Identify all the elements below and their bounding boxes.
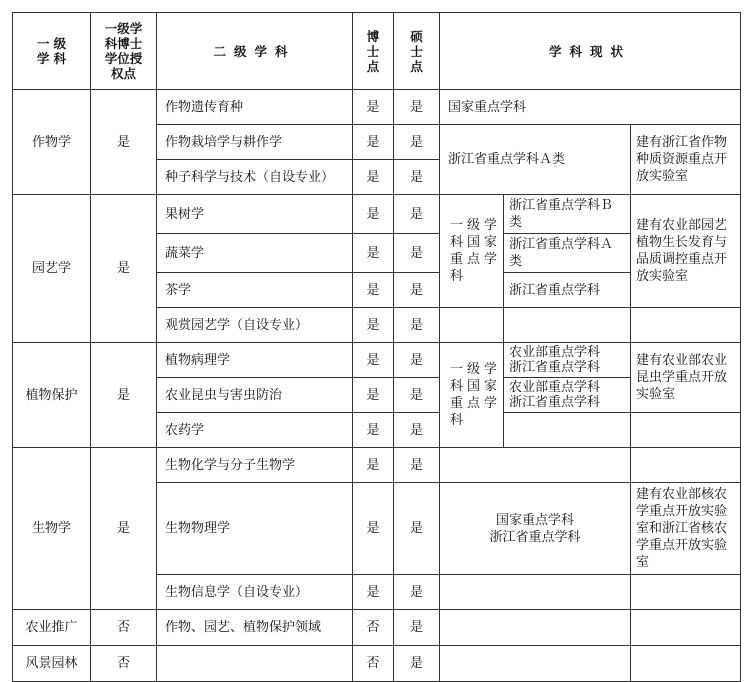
sub-discipline: 蔬菜学 [157, 234, 353, 273]
empty-cell [440, 646, 631, 682]
header-phd: 博 士 点 [353, 13, 394, 90]
master-flag: 是 [394, 160, 440, 195]
table-row [13, 448, 741, 483]
doctoral-auth: 否 [91, 610, 157, 646]
phd-flag: 是 [353, 378, 394, 413]
phd-flag: 是 [353, 195, 394, 234]
master-flag: 是 [394, 125, 440, 160]
header-master: 硕 士 点 [394, 13, 440, 90]
sub-discipline: 生物物理学 [157, 483, 353, 575]
master-flag: 是 [394, 90, 440, 125]
phd-flag: 是 [353, 483, 394, 575]
phd-flag: 是 [353, 125, 394, 160]
master-flag: 是 [394, 308, 440, 343]
sub-discipline: 作物栽培学与耕作学 [157, 125, 353, 160]
status-provincial: 浙江省重点学科Ａ类 [504, 234, 631, 273]
empty-cell [504, 413, 631, 448]
empty-cell [631, 448, 741, 483]
phd-flag: 是 [353, 90, 394, 125]
sub-discipline: 作物、园艺、植物保护领域 [157, 610, 353, 646]
master-flag: 是 [394, 273, 440, 308]
sub-discipline: 农药学 [157, 413, 353, 448]
empty-cell [631, 308, 741, 343]
master-flag: 是 [394, 448, 440, 483]
discipline-table [12, 12, 741, 682]
empty-cell [631, 575, 741, 610]
sub-discipline [157, 646, 353, 682]
empty-cell [440, 575, 631, 610]
discipline-name: 风景园林 [13, 646, 91, 682]
master-flag: 是 [394, 646, 440, 682]
status-provincial: 农业部重点学科 浙江省重点学科 [504, 343, 631, 378]
phd-flag: 否 [353, 610, 394, 646]
header-status: 学科现状 [440, 13, 741, 90]
lab-info: 建有农业部园艺植物生长发育与品质调控重点开放实验室 [631, 195, 741, 308]
master-flag: 是 [394, 234, 440, 273]
status-national: 一级学科国家重点学科 [440, 195, 504, 308]
empty-cell [440, 308, 504, 343]
table-row [13, 90, 741, 125]
master-flag: 是 [394, 195, 440, 234]
discipline-name: 作物学 [13, 90, 91, 195]
phd-flag: 是 [353, 343, 394, 378]
sub-discipline: 植物病理学 [157, 343, 353, 378]
header-doctoral-auth: 一级学 科博士 学位授 权点 [91, 13, 157, 90]
phd-flag: 是 [353, 448, 394, 483]
header-second-level: 二级学科 [157, 13, 353, 90]
status-provincial: 农业部重点学科 浙江省重点学科 [504, 378, 631, 413]
discipline-name: 园艺学 [13, 195, 91, 343]
lab-info: 建有农业部核农学重点开放实验室和浙江省核农学重点开放实验室 [631, 483, 741, 575]
table-row [13, 610, 741, 646]
sub-discipline: 作物遗传育种 [157, 90, 353, 125]
empty-cell [440, 448, 631, 483]
header-first-level: 一 级 学 科 [13, 13, 91, 90]
phd-flag: 是 [353, 234, 394, 273]
status-national: 国家重点学科 [440, 90, 741, 125]
empty-cell [440, 610, 631, 646]
doctoral-auth: 是 [91, 343, 157, 448]
phd-flag: 是 [353, 160, 394, 195]
header-row [13, 13, 741, 90]
discipline-name: 植物保护 [13, 343, 91, 448]
sub-discipline: 生物化学与分子生物学 [157, 448, 353, 483]
sub-discipline: 果树学 [157, 195, 353, 234]
master-flag: 是 [394, 575, 440, 610]
phd-flag: 是 [353, 413, 394, 448]
phd-flag: 是 [353, 273, 394, 308]
empty-cell [504, 308, 631, 343]
master-flag: 是 [394, 610, 440, 646]
sub-discipline: 茶学 [157, 273, 353, 308]
status-provincial: 浙江省重点学科Ａ类 [440, 125, 631, 195]
sub-discipline: 观赏园艺学（自设专业） [157, 308, 353, 343]
empty-cell [631, 646, 741, 682]
table-row [13, 343, 741, 378]
phd-flag: 是 [353, 575, 394, 610]
master-flag: 是 [394, 413, 440, 448]
table-row [13, 646, 741, 682]
status-provincial: 浙江省重点学科Ｂ类 [504, 195, 631, 234]
status-national: 一级学科国家重点学科 [440, 343, 504, 448]
lab-info: 建有农业部农业昆虫学重点开放实验室 [631, 343, 741, 413]
lab-info: 建有浙江省作物种质资源重点开放实验室 [631, 125, 741, 195]
doctoral-auth: 是 [91, 195, 157, 343]
status-provincial: 浙江省重点学科 [504, 273, 631, 308]
table-row [13, 195, 741, 234]
master-flag: 是 [394, 343, 440, 378]
sub-discipline: 生物信息学（自设专业） [157, 575, 353, 610]
discipline-name: 农业推广 [13, 610, 91, 646]
doctoral-auth: 是 [91, 90, 157, 195]
master-flag: 是 [394, 483, 440, 575]
status-national: 国家重点学科 浙江省重点学科 [440, 483, 631, 575]
doctoral-auth: 是 [91, 448, 157, 610]
master-flag: 是 [394, 378, 440, 413]
phd-flag: 是 [353, 308, 394, 343]
doctoral-auth: 否 [91, 646, 157, 682]
sub-discipline: 农业昆虫与害虫防治 [157, 378, 353, 413]
discipline-name: 生物学 [13, 448, 91, 610]
sub-discipline: 种子科学与技术（自设专业） [157, 160, 353, 195]
empty-cell [631, 413, 741, 448]
phd-flag: 否 [353, 646, 394, 682]
empty-cell [631, 610, 741, 646]
